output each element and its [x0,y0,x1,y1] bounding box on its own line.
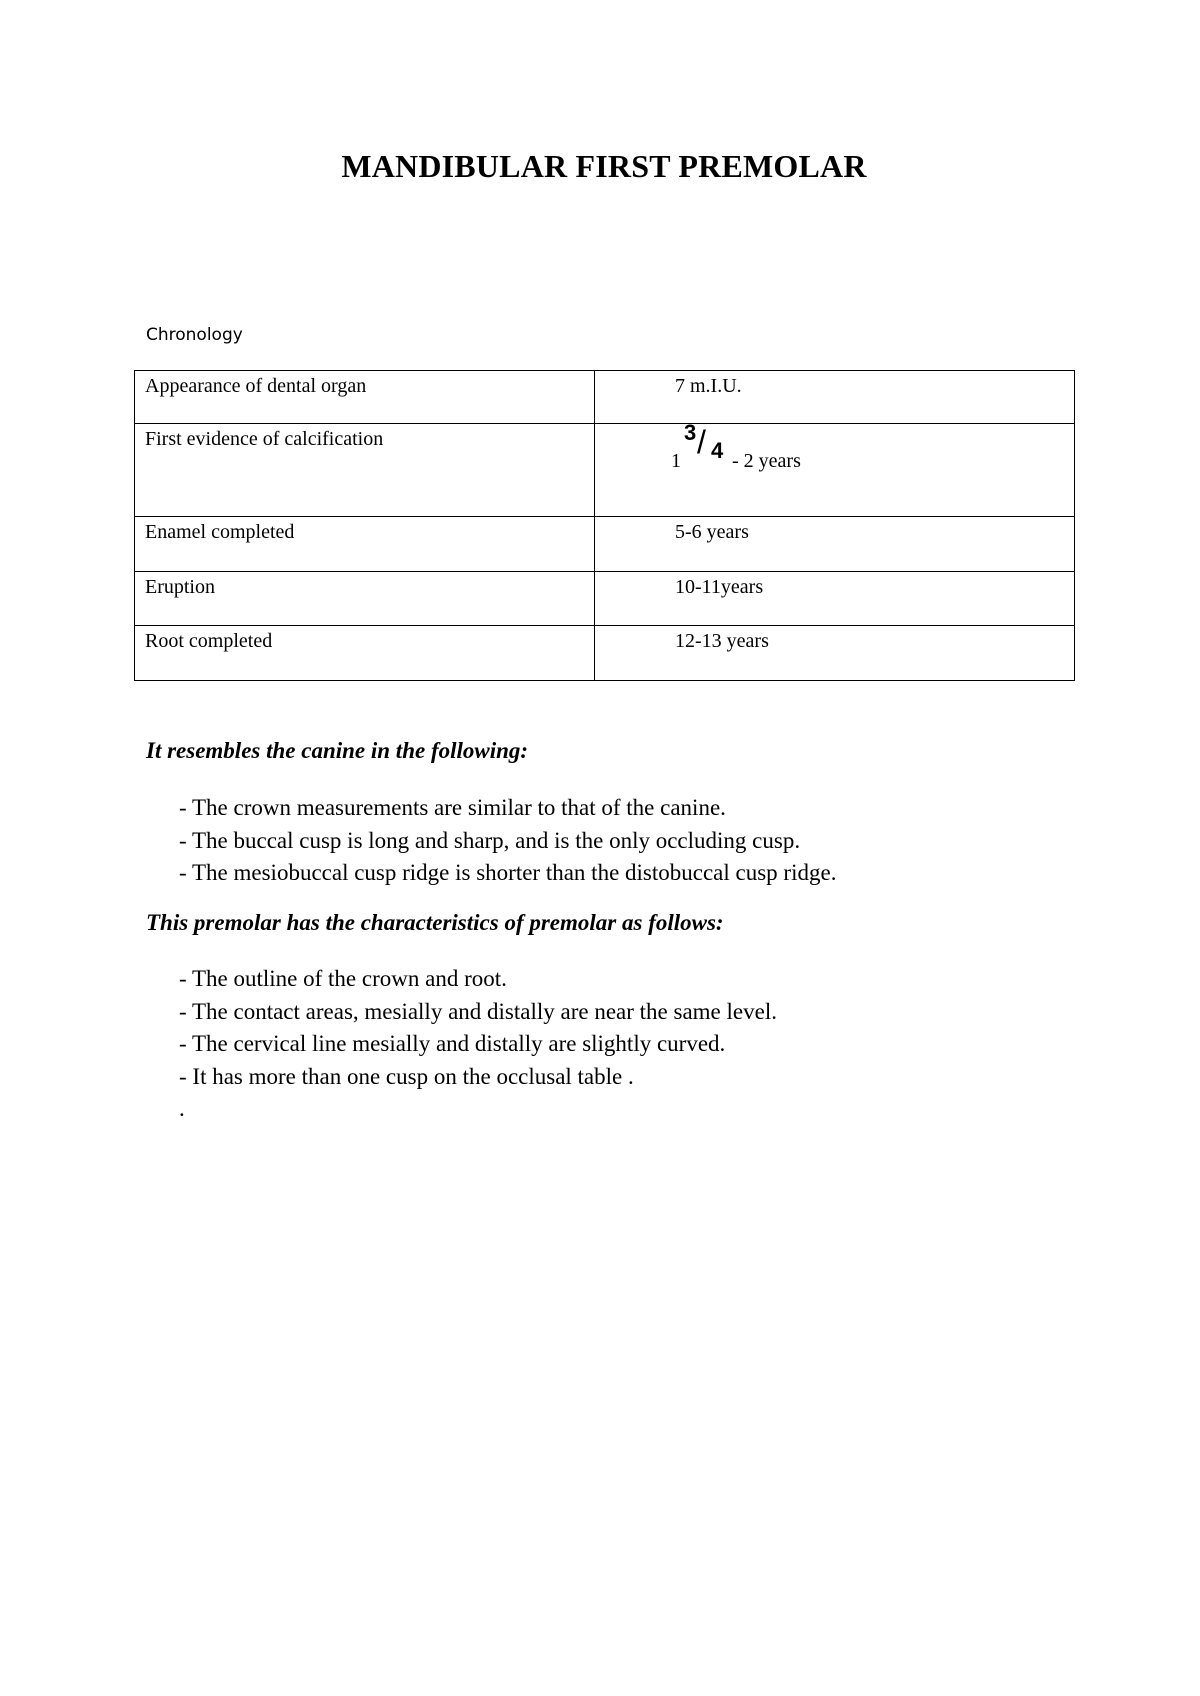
stage-value: 10-11years [595,572,1075,626]
page-title: MANDIBULAR FIRST PREMOLAR [341,148,867,184]
premolar-heading: This premolar has the characteristics of premolar as follows: [146,910,724,935]
fraction-denominator: 4 [711,438,724,463]
canine-heading: It resembles the canine in the following: [146,738,529,763]
chronology-label: Chronology [146,325,243,345]
list-item: - The contact areas, mesially and distally are near the same level. [179,998,777,1024]
fraction-value [671,420,875,472]
stage-value: 5-6 years [595,517,1075,572]
stage-label: Root completed [135,626,595,681]
list-item: - The buccal cusp is long and sharp, and is the only occluding cusp. [179,827,801,853]
fraction-numerator: 3 [684,420,697,445]
fraction-rest: - 2 years [732,450,801,472]
table-row [135,424,1075,517]
stage-value: 12-13 years [595,626,1075,681]
stage-value [595,420,1075,517]
stage-label: First evidence of calcification [135,424,595,517]
canine-list [179,792,836,890]
list-item: - The crown measurements are similar to that of the canine. [179,795,726,820]
list-item: - The cervical line mesially and distally are slightly curved. [179,1031,726,1056]
stage-label: Enamel completed [135,517,595,572]
fraction-whole: 1 [671,450,681,472]
list-item: - The outline of the crown and root. [179,966,507,991]
table-row [135,572,1075,626]
fraction-slash: / [697,424,706,460]
list-item: - The mesiobuccal cusp ridge is shorter than the distobuccal cusp ridge. [179,860,837,885]
premolar-list [179,963,777,1126]
table-row [135,626,1075,681]
chronology-table [134,370,1075,681]
table-row [135,371,1075,424]
list-item: . [179,1096,185,1121]
stage-label: Appearance of dental organ [135,371,595,424]
list-item: - It has more than one cusp on the occlusal table . [179,1063,634,1089]
stage-value: 7 m.I.U. [595,371,1075,424]
stage-label: Eruption [135,572,595,626]
table-row [135,517,1075,572]
